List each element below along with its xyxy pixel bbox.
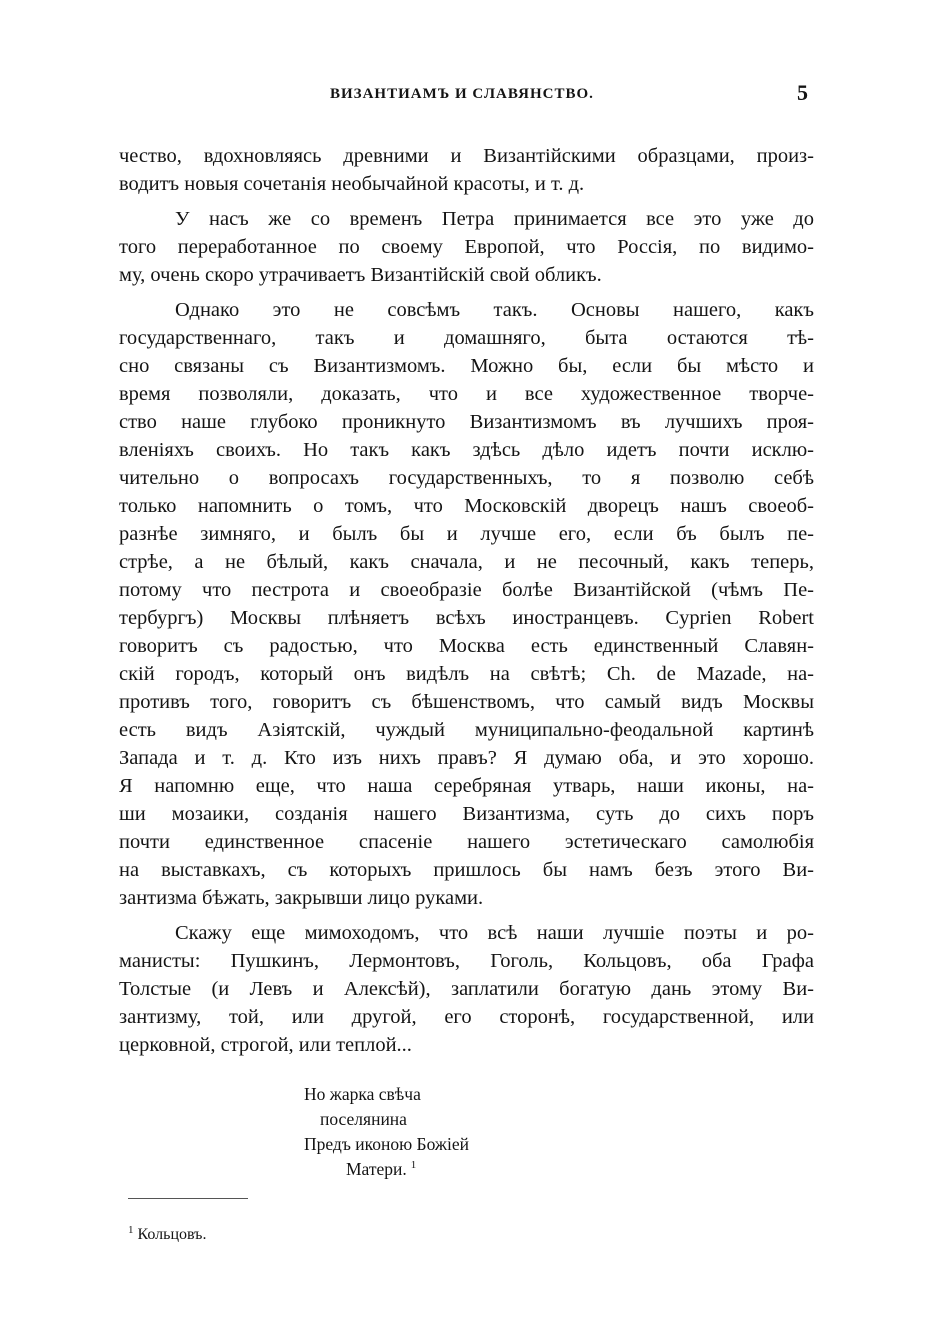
text-line: разнѣе зимняго, и былъ бы и лучше его, если бъ былъ пе-: [119, 523, 814, 545]
paragraph: [119, 919, 814, 1059]
text-line: время позволяли, доказать, что и все художественное творче-: [119, 383, 814, 405]
text-line: скій городъ, который онъ видѣлъ на свѣтѣ; Ch. de Mazade, на-: [119, 663, 814, 685]
verse-line: Но жарка свѣча: [304, 1084, 421, 1104]
verse-line: Предъ иконою Божіей: [304, 1134, 469, 1154]
text-line: водитъ новыя сочетанія необычайной красоты, и т. д.: [119, 173, 585, 195]
text-line: церковной, строгой, или теплой...: [119, 1034, 412, 1056]
text-line: стрѣе, а не бѣлый, какъ сначала, и не песочный, какъ теперь,: [119, 551, 814, 573]
text-line: зантизму, той, или другой, его сторонѣ, государственной, или: [119, 1006, 814, 1028]
text-line: вленіяхъ своихъ. Но такъ какъ здѣсь дѣло идетъ почти исклю-: [119, 439, 814, 461]
verse-quote: [304, 1082, 564, 1182]
page-number: 5: [797, 80, 808, 105]
text-line: того переработанное по своему Европой, что Россія, по видимо-: [119, 236, 814, 258]
text-line: чество, вдохновляясь древними и Византійскими образцами, произ-: [119, 145, 814, 167]
text-line: противъ того, говоритъ съ бѣшенствомъ, что самый видъ Москвы: [119, 691, 814, 713]
text-line: почти единственное спасеніе нашего эстетическаго самолюбія: [119, 831, 814, 853]
text-line: есть видъ Азіятскій, чуждый муниципально-феодальной картинѣ: [119, 719, 814, 741]
text-line: сно связаны съ Византизмомъ. Можно бы, если бы мѣсто и: [119, 355, 814, 377]
text-line: говоритъ съ радостью, что Москва есть единственный Славян-: [119, 635, 814, 657]
text-line: Запада и т. д. Кто изъ нихъ правъ? Я думаю оба, и это хорошо.: [119, 747, 814, 769]
text-line: му, очень скоро утрачиваетъ Византійскій свой обликъ.: [119, 264, 602, 286]
paragraph: [119, 142, 814, 198]
text-line: на выставкахъ, съ которыхъ пришлось бы намъ безъ этого Ви-: [119, 859, 814, 881]
running-title: ВИЗАНТИАМЪ И СЛАВЯНСТВО.: [330, 86, 594, 102]
paragraph: [119, 205, 814, 289]
paragraph: [119, 296, 814, 912]
text-line: Однако это не совсѣмъ такъ. Основы нашего, какъ: [175, 299, 814, 321]
text-line: зантизма бѣжать, закрывши лицо руками.: [119, 887, 484, 909]
footnote-marker: 1: [128, 1223, 134, 1236]
text-line: чительно о вопросахъ государственныхъ, то я позволю себѣ: [119, 467, 814, 489]
body-text: [119, 142, 814, 1059]
verse-line-text: Матери.: [346, 1159, 407, 1179]
verse-line: поселянина: [320, 1109, 407, 1129]
text-line: государственнаго, такъ и домашняго, быта остаются тѣ-: [119, 327, 814, 349]
text-line: потому что пестрота и своеобразіе болѣе Византійской (чѣмъ Пе-: [119, 579, 814, 601]
text-line: манисты: Пушкинъ, Лермонтовъ, Гоголь, Кольцовъ, оба Графа: [119, 950, 814, 972]
verse-line: [304, 1157, 564, 1182]
footnote: [128, 1223, 207, 1244]
text-line: ство наше глубоко проникнуто Византизмомъ въ лучшихъ проя-: [119, 411, 814, 433]
text-line: ши мозаики, созданія нашего Византизма, суть до сихъ поръ: [119, 803, 814, 825]
text-line: тербургъ) Москвы плѣняетъ всѣхъ иностранцевъ. Cyprien Robert: [119, 607, 814, 629]
text-line: У насъ же со временъ Петра принимается все это уже до: [175, 208, 814, 230]
text-line: только напомнить о томъ, что Московскій дворецъ нашъ своеоб-: [119, 495, 814, 517]
footnote-reference: 1: [410, 1159, 417, 1172]
text-line: Толстые (и Левъ и Алексѣй), заплатили богатую дань этому Ви-: [119, 978, 814, 1000]
text-line: Я напомню еще, что наша серебряная утварь, наши иконы, на-: [119, 775, 814, 797]
footnote-divider: [128, 1198, 248, 1199]
text-line: Скажу еще мимоходомъ, что всѣ наши лучшіе поэты и ро-: [175, 922, 814, 944]
footnote-text: Кольцовъ.: [137, 1226, 207, 1243]
